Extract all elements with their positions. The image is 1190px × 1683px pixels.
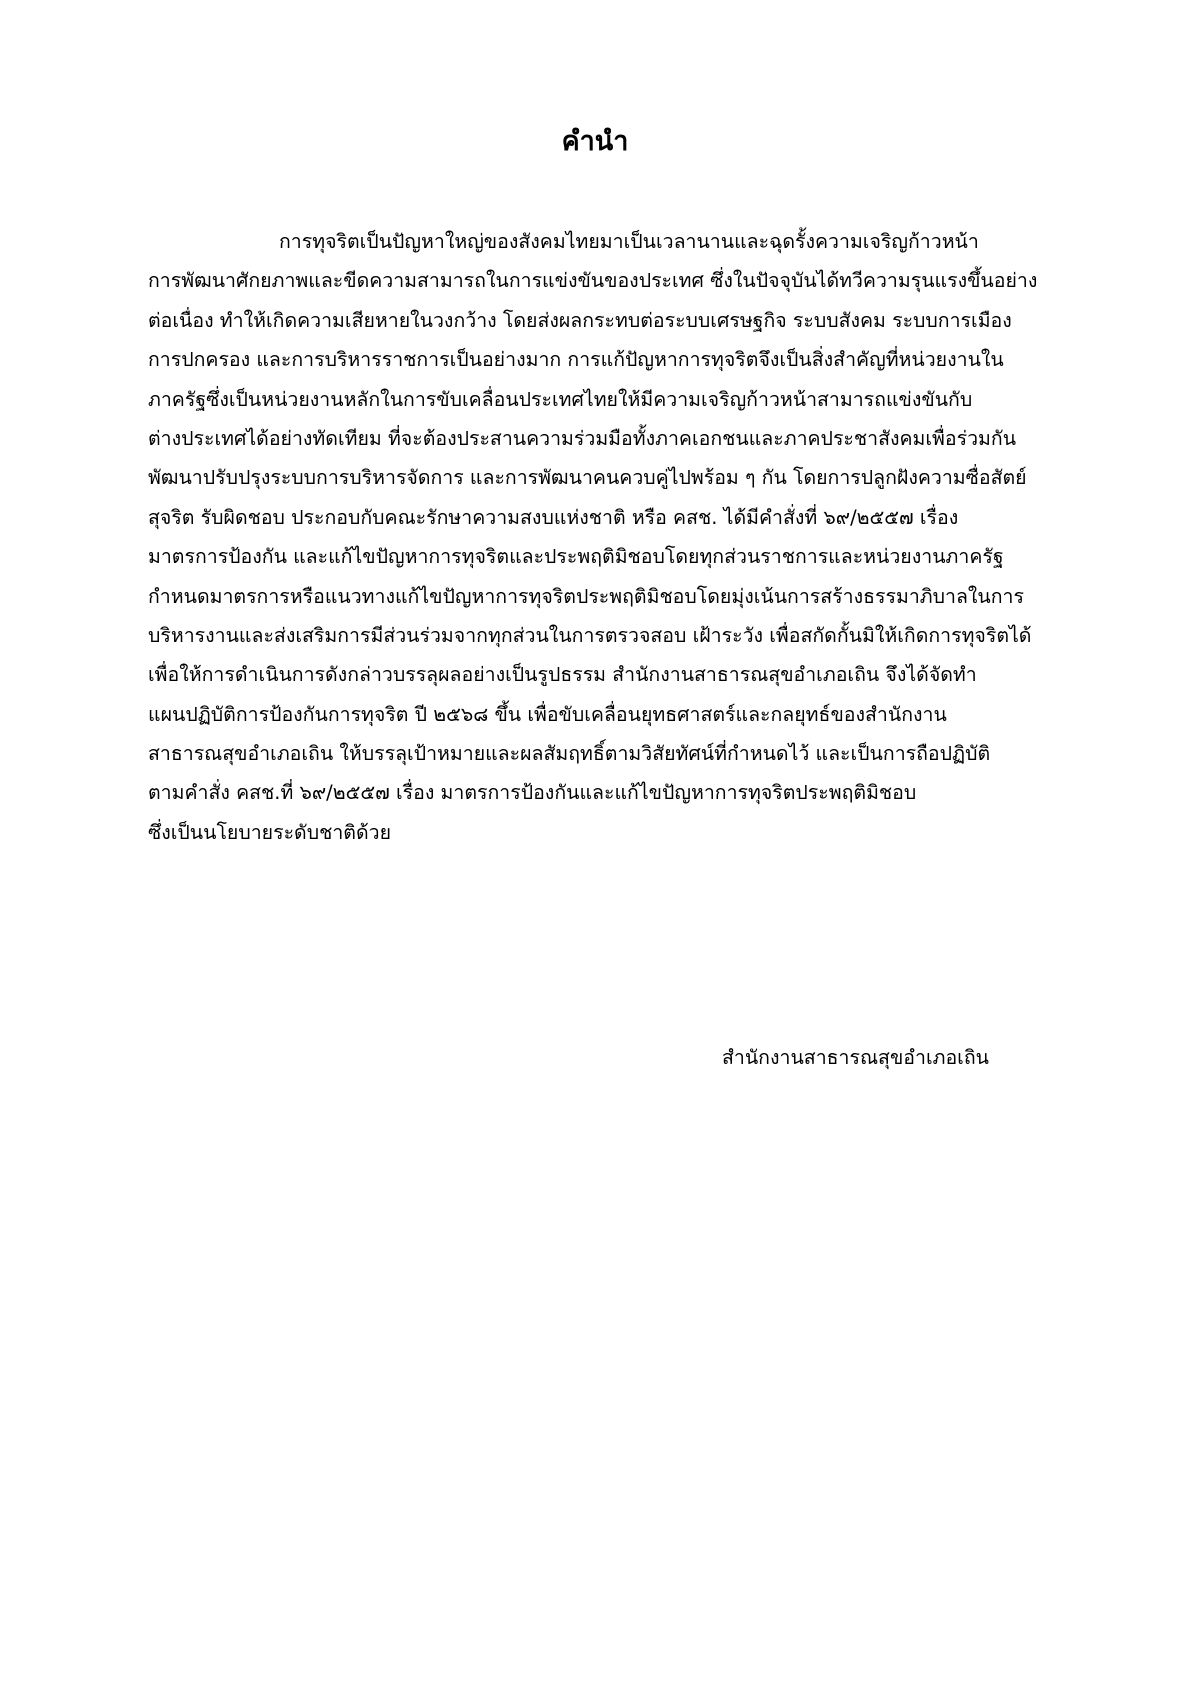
page-title: คำนำ: [561, 126, 629, 157]
paragraph-line: ตามคำสั่ง คสช.ที่ ๖๙/๒๕๕๗ เรื่อง มาตรการป้องกันและแก้ไขปัญหาการทุจริตประพฤติมิชอบ: [148, 781, 917, 805]
paragraph-line: การทุจริตเป็นปัญหาใหญ่ของสังคมไทยมาเป็นเวลานานและฉุดรั้งความเจริญก้าวหน้า: [279, 230, 979, 253]
paragraph-line: ต่างประเทศได้อย่างทัดเทียม ที่จะต้องประสานความร่วมมือทั้งภาคเอกชนและภาคประชาสังคมเพื่อร่วมกัน: [148, 426, 1017, 450]
paragraph-line: การพัฒนาศักยภาพและขีดความสามารถในการแข่งขันของประเทศ ซึ่งในปัจจุบันได้ทวีความรุนแรงขึ้นอย่าง: [148, 269, 1038, 293]
paragraph-line: มาตรการป้องกัน และแก้ไขปัญหาการทุจริตและประพฤติมิชอบโดยทุกส่วนราชการและหน่วยงานภาครัฐ: [148, 545, 1004, 569]
paragraph-line: ต่อเนื่อง ทำให้เกิดความเสียหายในวงกว้าง โดยส่งผลกระทบต่อระบบเศรษฐกิจ ระบบสังคม ระบบการเมือง: [148, 308, 1012, 332]
preface-paragraph: [148, 222, 1044, 852]
paragraph-line: กำหนดมาตรการหรือแนวทางแก้ไขปัญหาการทุจริตประพฤติมิชอบโดยมุ่งเน้นการสร้างธรรมาภิบาลในการ: [148, 584, 1024, 608]
paragraph-line: การปกครอง และการบริหารราชการเป็นอย่างมาก การแก้ปัญหาการทุจริตจึงเป็นสิ่งสำคัญที่หน่วยงานใน: [148, 348, 1004, 372]
paragraph-line: บริหารงานและส่งเสริมการมีส่วนร่วมจากทุกส่วนในการตรวจสอบ เฝ้าระวัง เพื่อสกัดกั้นมิให้เกิดการทุจริตได้: [148, 623, 1032, 647]
paragraph-line: แผนปฏิบัติการป้องกันการทุจริต ปี ๒๕๖๘ ขึ้น เพื่อขับเคลื่อนยุทธศาสตร์และกลยุทธ์ของสำนักงาน: [148, 702, 947, 726]
signature-organization: สำนักงานสาธารณสุขอำเภอเถิน: [722, 1046, 989, 1069]
paragraph-line: ภาครัฐซึ่งเป็นหน่วยงานหลักในการขับเคลื่อนประเทศไทยให้มีความเจริญก้าวหน้าสามารถแข่งขันกับ: [148, 387, 973, 411]
paragraph-line: เพื่อให้การดำเนินการดังกล่าวบรรลุผลอย่างเป็นรูปธรรม สำนักงานสาธารณสุขอำเภอเถิน จึงได้จัดทำ: [148, 663, 977, 687]
paragraph-line: สาธารณสุขอำเภอเถิน ให้บรรลุเป้าหมายและผลสัมฤทธิ์ตามวิสัยทัศน์ที่กำหนดไว้ และเป็นการถือปฏิบัติ: [148, 742, 991, 766]
paragraph-line: สุจริต รับผิดชอบ ประกอบกับคณะรักษาความสงบแห่งชาติ หรือ คสช. ได้มีคำสั่งที่ ๖๙/๒๕๕๗ เรื่อง: [148, 505, 959, 529]
paragraph-line: พัฒนาปรับปรุงระบบการบริหารจัดการ และการพัฒนาคนควบคู่ไปพร้อม ๆ กัน โดยการปลูกฝังความซื่อสัตย์: [148, 466, 1027, 490]
paragraph-line: ซึ่งเป็นนโยบายระดับชาติด้วย: [148, 820, 391, 844]
